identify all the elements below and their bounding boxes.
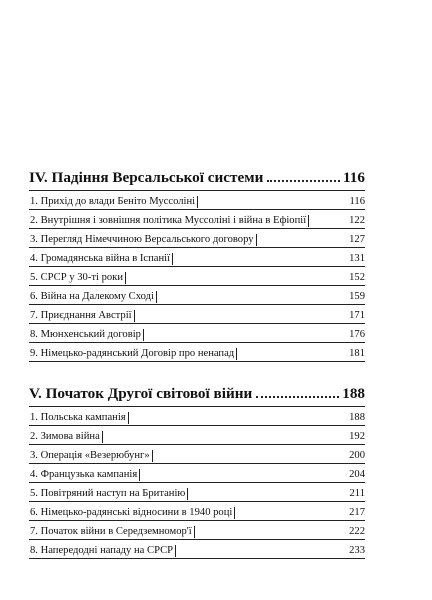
section-title: V. Початок Другої світової війни <box>29 385 253 402</box>
toc-item <box>29 191 365 210</box>
toc-item-page: 211 <box>349 488 365 499</box>
toc-item <box>29 407 365 426</box>
toc-item-label: 1. Прихід до влади Беніто Муссоліні <box>29 196 198 208</box>
toc-item-label: 5. Повітряний наступ на Британію <box>29 488 188 500</box>
toc-item-label: 3. Перегляд Німеччиною Версальського договору <box>29 234 257 246</box>
toc-item <box>29 210 365 229</box>
dot-leader <box>267 180 340 182</box>
toc-item-label: 8. Мюнхенський договір <box>29 329 144 341</box>
toc-item-label: 2. Внутрішня і зовнішня політика Муссоліні і війна в Ефіопії <box>29 215 309 227</box>
toc-item <box>29 464 365 483</box>
toc-item-page: 192 <box>349 431 365 442</box>
toc-item-label: 3. Операція «Везерюбунг» <box>29 450 153 462</box>
toc-item-page: 176 <box>349 329 365 340</box>
toc-item-page: 200 <box>349 450 365 461</box>
toc-item-label: 2. Зимова війна <box>29 431 103 443</box>
section-items <box>29 190 365 362</box>
toc-item-page: 131 <box>349 253 365 264</box>
toc-item <box>29 426 365 445</box>
toc-item-page: 152 <box>349 272 365 283</box>
toc-item-label: 7. Початок війни в Середземномор'ї <box>29 526 195 538</box>
section-items <box>29 406 365 559</box>
toc-item-page: 116 <box>349 196 365 207</box>
toc-section-iv <box>29 168 365 362</box>
toc-item <box>29 305 365 324</box>
toc-item <box>29 324 365 343</box>
toc-item <box>29 521 365 540</box>
toc-item-label: 4. Французька кампанія <box>29 469 140 481</box>
toc-item <box>29 267 365 286</box>
toc-item-page: 122 <box>349 215 365 226</box>
section-heading <box>29 168 365 188</box>
toc-item <box>29 343 365 362</box>
table-of-contents <box>29 168 365 581</box>
toc-item <box>29 229 365 248</box>
section-page-number: 116 <box>343 169 365 186</box>
toc-item-page: 233 <box>349 545 365 556</box>
toc-item <box>29 248 365 267</box>
toc-item <box>29 502 365 521</box>
toc-item <box>29 483 365 502</box>
toc-item <box>29 540 365 559</box>
toc-item-label: 5. СРСР у 30-ті роки <box>29 272 126 284</box>
dot-leader <box>256 396 339 398</box>
toc-item <box>29 286 365 305</box>
toc-item-page: 204 <box>349 469 365 480</box>
toc-item-page: 217 <box>349 507 365 518</box>
toc-item-page: 181 <box>349 348 365 359</box>
toc-item-label: 7. Приєднання Австрії <box>29 310 135 322</box>
toc-item-label: 8. Напередодні нападу на СРСР <box>29 545 176 557</box>
toc-item-page: 127 <box>349 234 365 245</box>
toc-item <box>29 445 365 464</box>
toc-item-label: 6. Німецько-радянські відносини в 1940 році <box>29 507 235 519</box>
toc-item-page: 188 <box>349 412 365 423</box>
toc-item-page: 222 <box>349 526 365 537</box>
toc-section-v <box>29 384 365 559</box>
toc-item-page: 171 <box>349 310 365 321</box>
section-page-number: 188 <box>342 385 365 402</box>
toc-item-label: 4. Громадянська війна в Іспанії <box>29 253 173 265</box>
toc-item-label: 1. Польська кампанія <box>29 412 129 424</box>
section-title: IV. Падіння Версальської системи <box>29 169 264 186</box>
toc-item-label: 9. Німецько-радянський Договір про ненапад <box>29 348 237 360</box>
section-heading <box>29 384 365 404</box>
toc-item-label: 6. Війна на Далекому Сході <box>29 291 157 303</box>
toc-item-page: 159 <box>349 291 365 302</box>
